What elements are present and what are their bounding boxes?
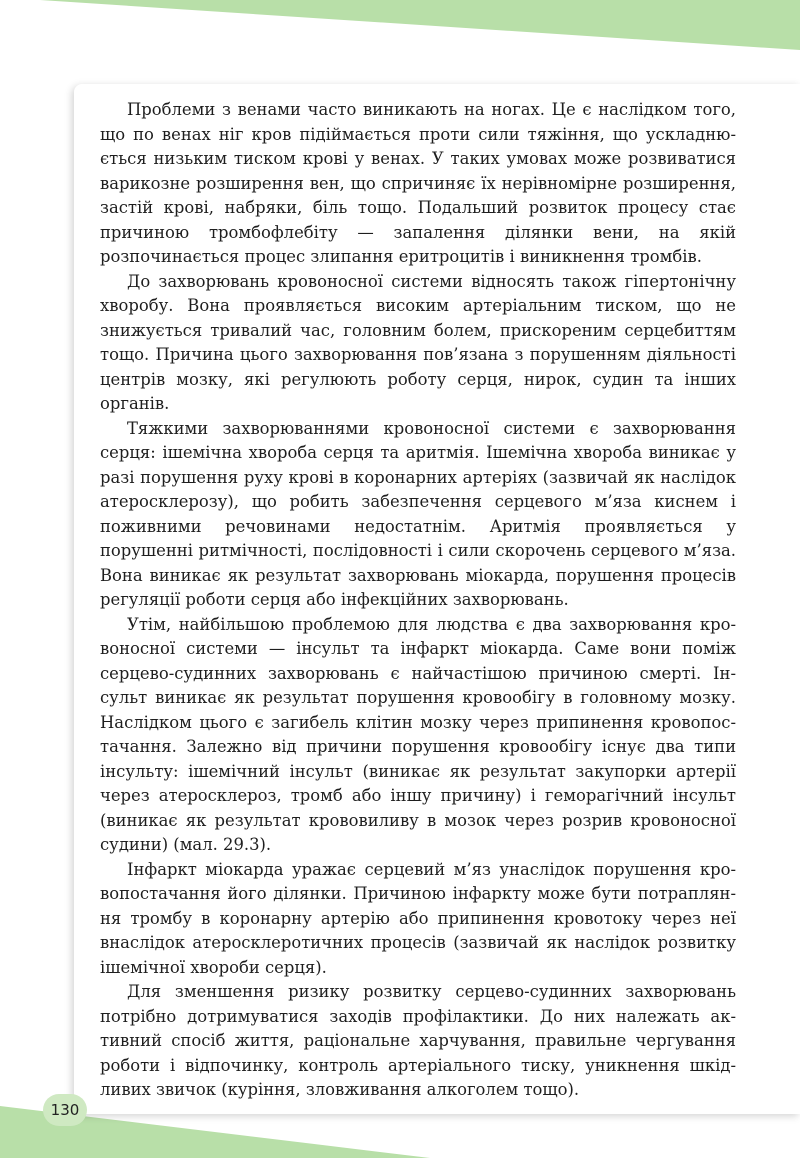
paragraph-4: Утім, найбільшою проблемою для людства є два захворювання кровоносної системи — інсульт та інфаркт міокарда. Саме вони поміж серцево-судинних захворювань є найчастішою причиною смерті. Інсульт виникає як результат порушення кровообігу в головному мозку. Наслідком цього є загибель клітин мозку через припинення кровопостачання. Залежно від причини порушення кровообігу існує два типи інсульту: ішемічний інсульт (виникає як результат закупорки артерії через атеросклероз, тромб або іншу причину) і геморагічний інсульт (виникає як результат крововиливу в мозок через розрив кровоносної судини) (мал. 29.3). bbox=[100, 614, 736, 854]
page-number-badge bbox=[43, 1094, 87, 1126]
paragraph-6: Для зменшення ризику розвитку серцево-судинних захворювань потрібно дотримуватися заходів профілактики. До них належать активний спосіб життя, раціональне харчування, правильне чергування роботи і відпочинку, контроль артеріального тиску, уникнення шкідливих звичок (куріння, зловживання алкоголем тощо). bbox=[100, 982, 736, 1099]
main-text bbox=[100, 98, 736, 1103]
top-green-band-shape bbox=[40, 0, 800, 50]
paragraph-3: Тяжкими захворюваннями кровоносної системи є захворювання серця: ішемічна хвороба серця та аритмія. Ішемічна хвороба виникає у разі порушення руху крові в коронарних артеріях (зазвичай як наслідок атеросклерозу), що робить забезпечення серцевого м’яза киснем і поживними речовинами недостатнім. Аритмія проявляється у порушенні ритмічності, послідовності і сили скорочень серцевого м’яза. Вона виникає як результат захворювань міокарда, порушення процесів регуляції роботи серця або інфекційних захворювань. bbox=[100, 418, 736, 609]
page-number: 130 bbox=[50, 1101, 80, 1119]
top-green-band bbox=[0, 0, 800, 60]
paragraph-5: Інфаркт міокарда уражає серцевий м’яз унаслідок порушення кровопостачання його ділянки. Причиною інфаркту може бути потрапляння тромбу в коронарну артерію або припинення кровотоку через неї внаслідок атеросклеротичних процесів (зазвичай як наслідок розвитку ішемічної хвороби серця). bbox=[100, 859, 736, 977]
paragraph-1: Проблеми з венами часто виникають на ногах. Це є наслідком того, що по венах ніг кров підіймається проти сили тяжіння, що ускладнюється низьким тиском крові у венах. У таких умовах може розвиватися варикозне розширення вен, що спричиняє їх нерівномірне розширення, застій крові, набряки, біль тощо. Подальший розвиток процесу стає причиною тромбофлебіту — запалення ділянки вени, на якій розпочинається процес злипання еритроцитів і виникнення тромбів. bbox=[100, 100, 736, 266]
paragraph-2: До захворювань кровоносної системи відносять також гіпертонічну хворобу. Вона проявляється високим артеріальним тиском, що не знижується тривалий час, головним болем, прискореним серцебиттям тощо. Причина цього захворювання пов’язана з порушенням діяльності центрів мозку, які регулюють роботу серця, нирок, судин та інших органів. bbox=[100, 271, 736, 413]
